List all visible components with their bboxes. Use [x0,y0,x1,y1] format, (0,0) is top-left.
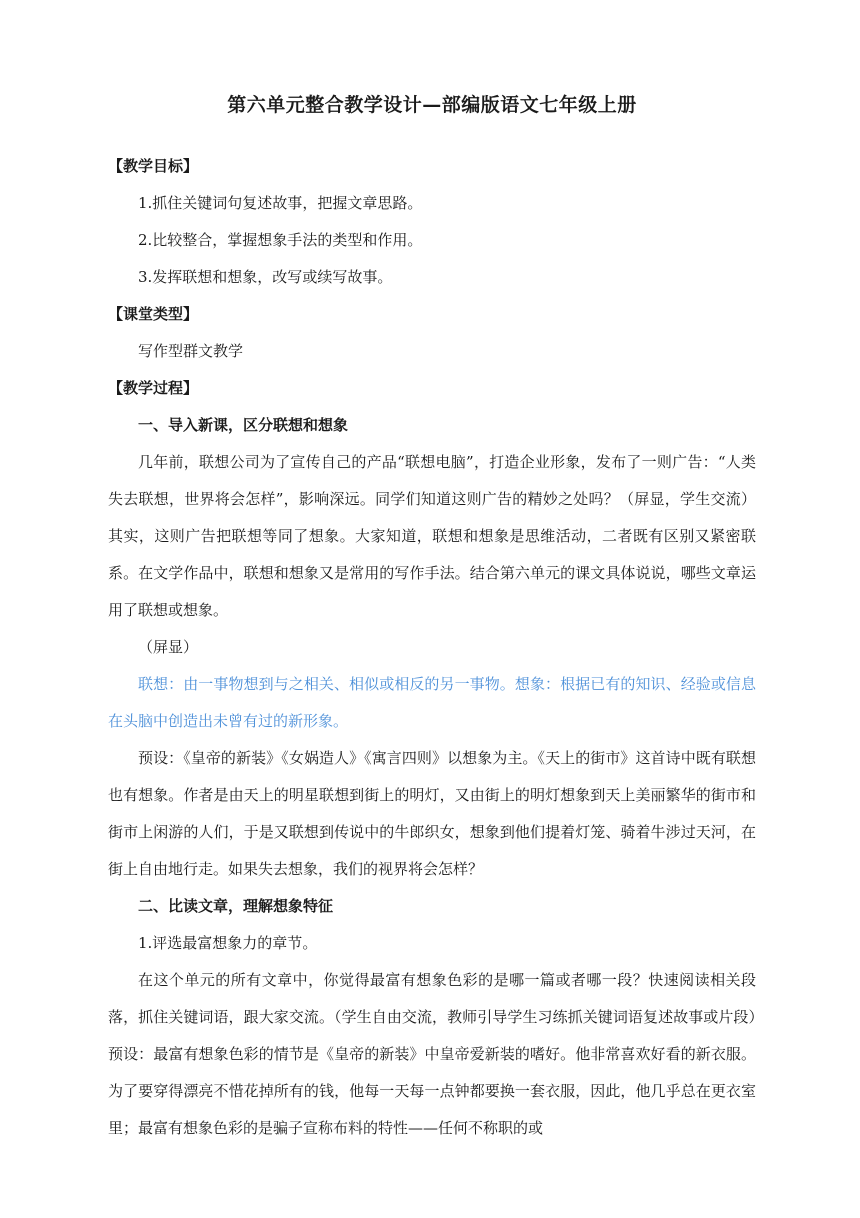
definition-paragraph: 联想：由一事物想到与之相关、相似或相反的另一事物。想象：根据已有的知识、经验或信息在头脑中创造出未曾有过的新形象。 [108,675,756,730]
goal-item-3: 3.发挥联想和想象，改写或续写故事。 [138,268,393,286]
part2-heading: 二、比读文章，理解想象特征 [138,897,334,915]
goal-item-2: 2.比较整合，掌握想象手法的类型和作用。 [138,231,423,249]
screen-note: （屏显） [138,638,199,656]
part1-paragraph: 几年前，联想公司为了宣传自己的产品“联想电脑”，打造企业形象，发布了一则广告：“人类失去联想，世界将会怎样”，影响深远。同学们知道这则广告的精妙之处吗？（屏显，学生交流）其实，这则广告把联想等同了想象。大家知道，联想和想象是思维活动，二者既有区别又紧密联系。在文学作品中，联想和想象又是常用的写作手法。结合第六单元的课文具体说说，哪些文章运用了联想或想象。 [108,453,756,619]
document-page [108,90,756,1147]
goal-item-1: 1.抓住关键词句复述故事，把握文章思路。 [138,194,423,212]
preset-paragraph: 预设：《皇帝的新装》《女娲造人》《寓言四则》以想象为主。《天上的街市》这首诗中既有联想也有想象。作者是由天上的明星联想到街上的明灯，又由街上的明灯想象到天上美丽繁华的街市和街市上闲游的人们，于是又联想到传说中的牛郎织女，想象到他们提着灯笼、骑着牛涉过天河，在街上自由地行走。如果失去想象，我们的视界将会怎样？ [108,749,756,878]
type-heading: 【课堂类型】 [108,305,199,323]
type-text: 写作型群文教学 [138,342,244,360]
part2-paragraph: 在这个单元的所有文章中，你觉得最富有想象色彩的是哪一篇或者哪一段？快速阅读相关段落，抓住关键词语，跟大家交流。（学生自由交流，教师引导学生习练抓关键词语复述故事或片段）预设：最富有想象色彩的情节是《皇帝的新装》中皇帝爱新装的嗜好。他非常喜欢好看的新衣服。为了要穿得漂亮不惜花掉所有的钱，他每一天每一点钟都要换一套衣服，因此，他几乎总在更衣室里；最富有想象色彩的是骗子宣称布料的特性——任何不称职的或 [108,971,756,1137]
goals-heading: 【教学目标】 [108,157,199,175]
part1-heading: 一、导入新课，区分联想和想象 [138,416,349,434]
part2-subheading: 1.评选最富想象力的章节。 [138,934,318,952]
process-heading: 【教学过程】 [108,379,199,397]
document-title: 第六单元整合教学设计—部编版语文七年级上册 [227,94,637,116]
